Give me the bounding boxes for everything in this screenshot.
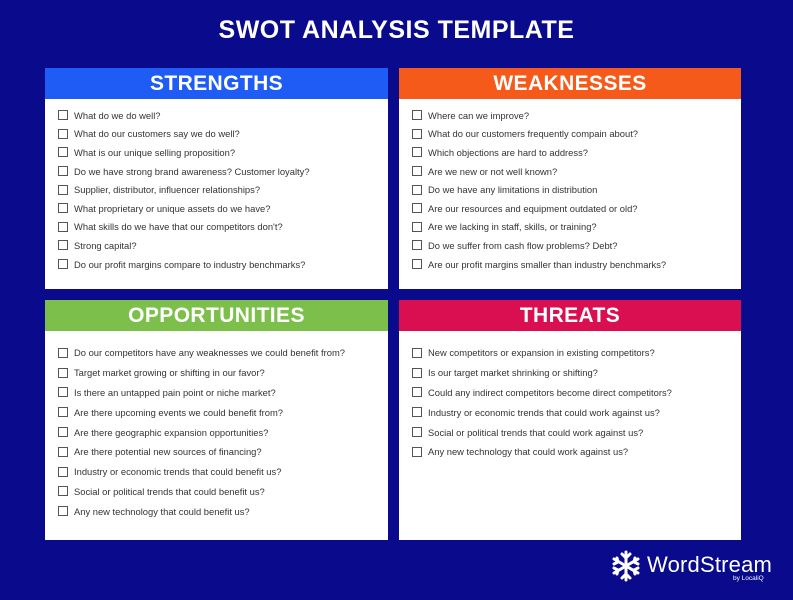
checklist-item-text: Do our profit margins compare to industry benchmarks? (74, 258, 306, 270)
checklist-item (58, 482, 388, 502)
checklist-item-text: Do we have any limitations in distribution (428, 184, 598, 196)
checkbox[interactable] (58, 447, 68, 457)
checklist-item (58, 501, 388, 521)
checklist-item (58, 199, 388, 218)
checklist-item-text: Which objections are hard to address? (428, 146, 588, 158)
checkbox[interactable] (412, 166, 422, 176)
checklist-item (58, 218, 388, 237)
snowflake-icon (609, 549, 643, 583)
checklist-item (58, 106, 388, 125)
checkbox[interactable] (412, 348, 422, 358)
checkbox[interactable] (412, 447, 422, 457)
checklist-item (412, 143, 741, 162)
checkbox[interactable] (58, 129, 68, 139)
checklist-item-text: What is our unique selling proposition? (74, 146, 236, 158)
checklist-item-text: Do our competitors have any weaknesses we could benefit from? (74, 347, 345, 359)
checklist-item-text: What skills do we have that our competitors don't? (74, 221, 283, 233)
checkbox[interactable] (58, 203, 68, 213)
checklist-item (58, 363, 388, 383)
checklist-item (58, 402, 388, 422)
checklist-item-text: Any new technology that could work against us? (428, 446, 629, 458)
checklist-item-text: Strong capital? (74, 239, 137, 251)
checklist-item (412, 106, 741, 125)
checkbox[interactable] (412, 147, 422, 157)
checklist-item-text: Are there geographic expansion opportunities? (74, 426, 269, 438)
checklist-item-text: What proprietary or unique assets do we have? (74, 202, 271, 214)
checkbox[interactable] (58, 486, 68, 496)
checkbox[interactable] (58, 259, 68, 269)
page-title: SWOT ANALYSIS TEMPLATE (218, 16, 575, 44)
weaknesses-list (399, 99, 741, 273)
checklist-item (412, 442, 741, 462)
checklist-item-text: Do we suffer from cash flow problems? Debt? (428, 239, 618, 251)
opportunities-heading: OPPORTUNITIES (45, 300, 388, 331)
checklist-item-text: Are our profit margins smaller than industry benchmarks? (428, 258, 667, 270)
checkbox[interactable] (58, 240, 68, 250)
checklist-item-text: Could any indirect competitors become direct competitors? (428, 386, 672, 398)
checklist-item (412, 180, 741, 199)
checkbox[interactable] (412, 368, 422, 378)
checkbox[interactable] (412, 129, 422, 139)
checkbox[interactable] (58, 368, 68, 378)
checklist-item-text: Where can we improve? (428, 109, 530, 121)
checkbox[interactable] (58, 147, 68, 157)
checklist-item-text: Social or political trends that could benefit us? (74, 485, 265, 497)
checklist-item (412, 162, 741, 181)
checklist-item-text: Are we new or not well known? (428, 165, 558, 177)
checklist-item (412, 343, 741, 363)
checklist-item-text: Industry or economic trends that could benefit us? (74, 466, 282, 478)
checklist-item-text: Are there potential new sources of financing? (74, 446, 262, 458)
logo-byline: by LocaliQ (733, 575, 764, 582)
checklist-item (412, 363, 741, 383)
checkbox[interactable] (412, 387, 422, 397)
checklist-item (412, 218, 741, 237)
checklist-item-text: What do we do well? (74, 109, 161, 121)
weaknesses-heading: WEAKNESSES (399, 68, 741, 99)
threats-card (399, 300, 741, 540)
checklist-item (58, 422, 388, 442)
checklist-item (58, 442, 388, 462)
checklist-item-text: Do we have strong brand awareness? Customer loyalty? (74, 165, 310, 177)
checklist-item-text: Are we lacking in staff, skills, or training? (428, 221, 597, 233)
checkbox[interactable] (412, 240, 422, 250)
opportunities-card (45, 300, 388, 540)
threats-list (399, 331, 741, 462)
strengths-heading: STRENGTHS (45, 68, 388, 99)
checklist-item (412, 422, 741, 442)
checklist-item-text: Is our target market shrinking or shifting? (428, 367, 598, 379)
checkbox[interactable] (412, 203, 422, 213)
checkbox[interactable] (412, 110, 422, 120)
checkbox[interactable] (58, 110, 68, 120)
checkbox[interactable] (58, 185, 68, 195)
opportunities-list (45, 331, 388, 521)
checkbox[interactable] (58, 506, 68, 516)
checklist-item-text: Supplier, distributor, influencer relationships? (74, 184, 261, 196)
checklist-item (58, 255, 388, 274)
checkbox[interactable] (58, 427, 68, 437)
wordstream-logo (609, 547, 779, 587)
checklist-item (58, 343, 388, 363)
checkbox[interactable] (58, 387, 68, 397)
checkbox[interactable] (412, 222, 422, 232)
threats-heading: THREATS (399, 300, 741, 331)
checklist-item (412, 236, 741, 255)
checklist-item-text: Is there an untapped pain point or niche market? (74, 386, 276, 398)
checkbox[interactable] (58, 407, 68, 417)
checklist-item (58, 125, 388, 144)
checklist-item-text: What do our customers say we do well? (74, 128, 240, 140)
checklist-item-text: What do our customers frequently compain about? (428, 128, 639, 140)
weaknesses-card (399, 68, 741, 289)
checklist-item (58, 383, 388, 403)
checklist-item (412, 255, 741, 274)
checklist-item (58, 180, 388, 199)
checkbox[interactable] (412, 427, 422, 437)
checklist-item (412, 125, 741, 144)
checklist-item-text: Are our resources and equipment outdated or old? (428, 202, 638, 214)
logo-name: WordStream (647, 552, 773, 577)
checklist-item (58, 462, 388, 482)
checklist-item-text: Target market growing or shifting in our favor? (74, 367, 265, 379)
strengths-list (45, 99, 388, 273)
checklist-item (58, 162, 388, 181)
checkbox[interactable] (412, 407, 422, 417)
checkbox[interactable] (412, 259, 422, 269)
checkbox[interactable] (58, 222, 68, 232)
checkbox[interactable] (58, 348, 68, 358)
strengths-card (45, 68, 388, 289)
checklist-item (58, 236, 388, 255)
checklist-item (412, 383, 741, 403)
checkbox[interactable] (58, 166, 68, 176)
checkbox[interactable] (58, 467, 68, 477)
checklist-item-text: Any new technology that could benefit us? (74, 505, 250, 517)
checklist-item-text: Are there upcoming events we could benefit from? (74, 406, 283, 418)
checklist-item-text: Social or political trends that could work against us? (428, 426, 644, 438)
checklist-item (412, 199, 741, 218)
checklist-item (58, 143, 388, 162)
checklist-item (412, 402, 741, 422)
checkbox[interactable] (412, 185, 422, 195)
checklist-item-text: Industry or economic trends that could work against us? (428, 406, 660, 418)
checklist-item-text: New competitors or expansion in existing competitors? (428, 347, 655, 359)
